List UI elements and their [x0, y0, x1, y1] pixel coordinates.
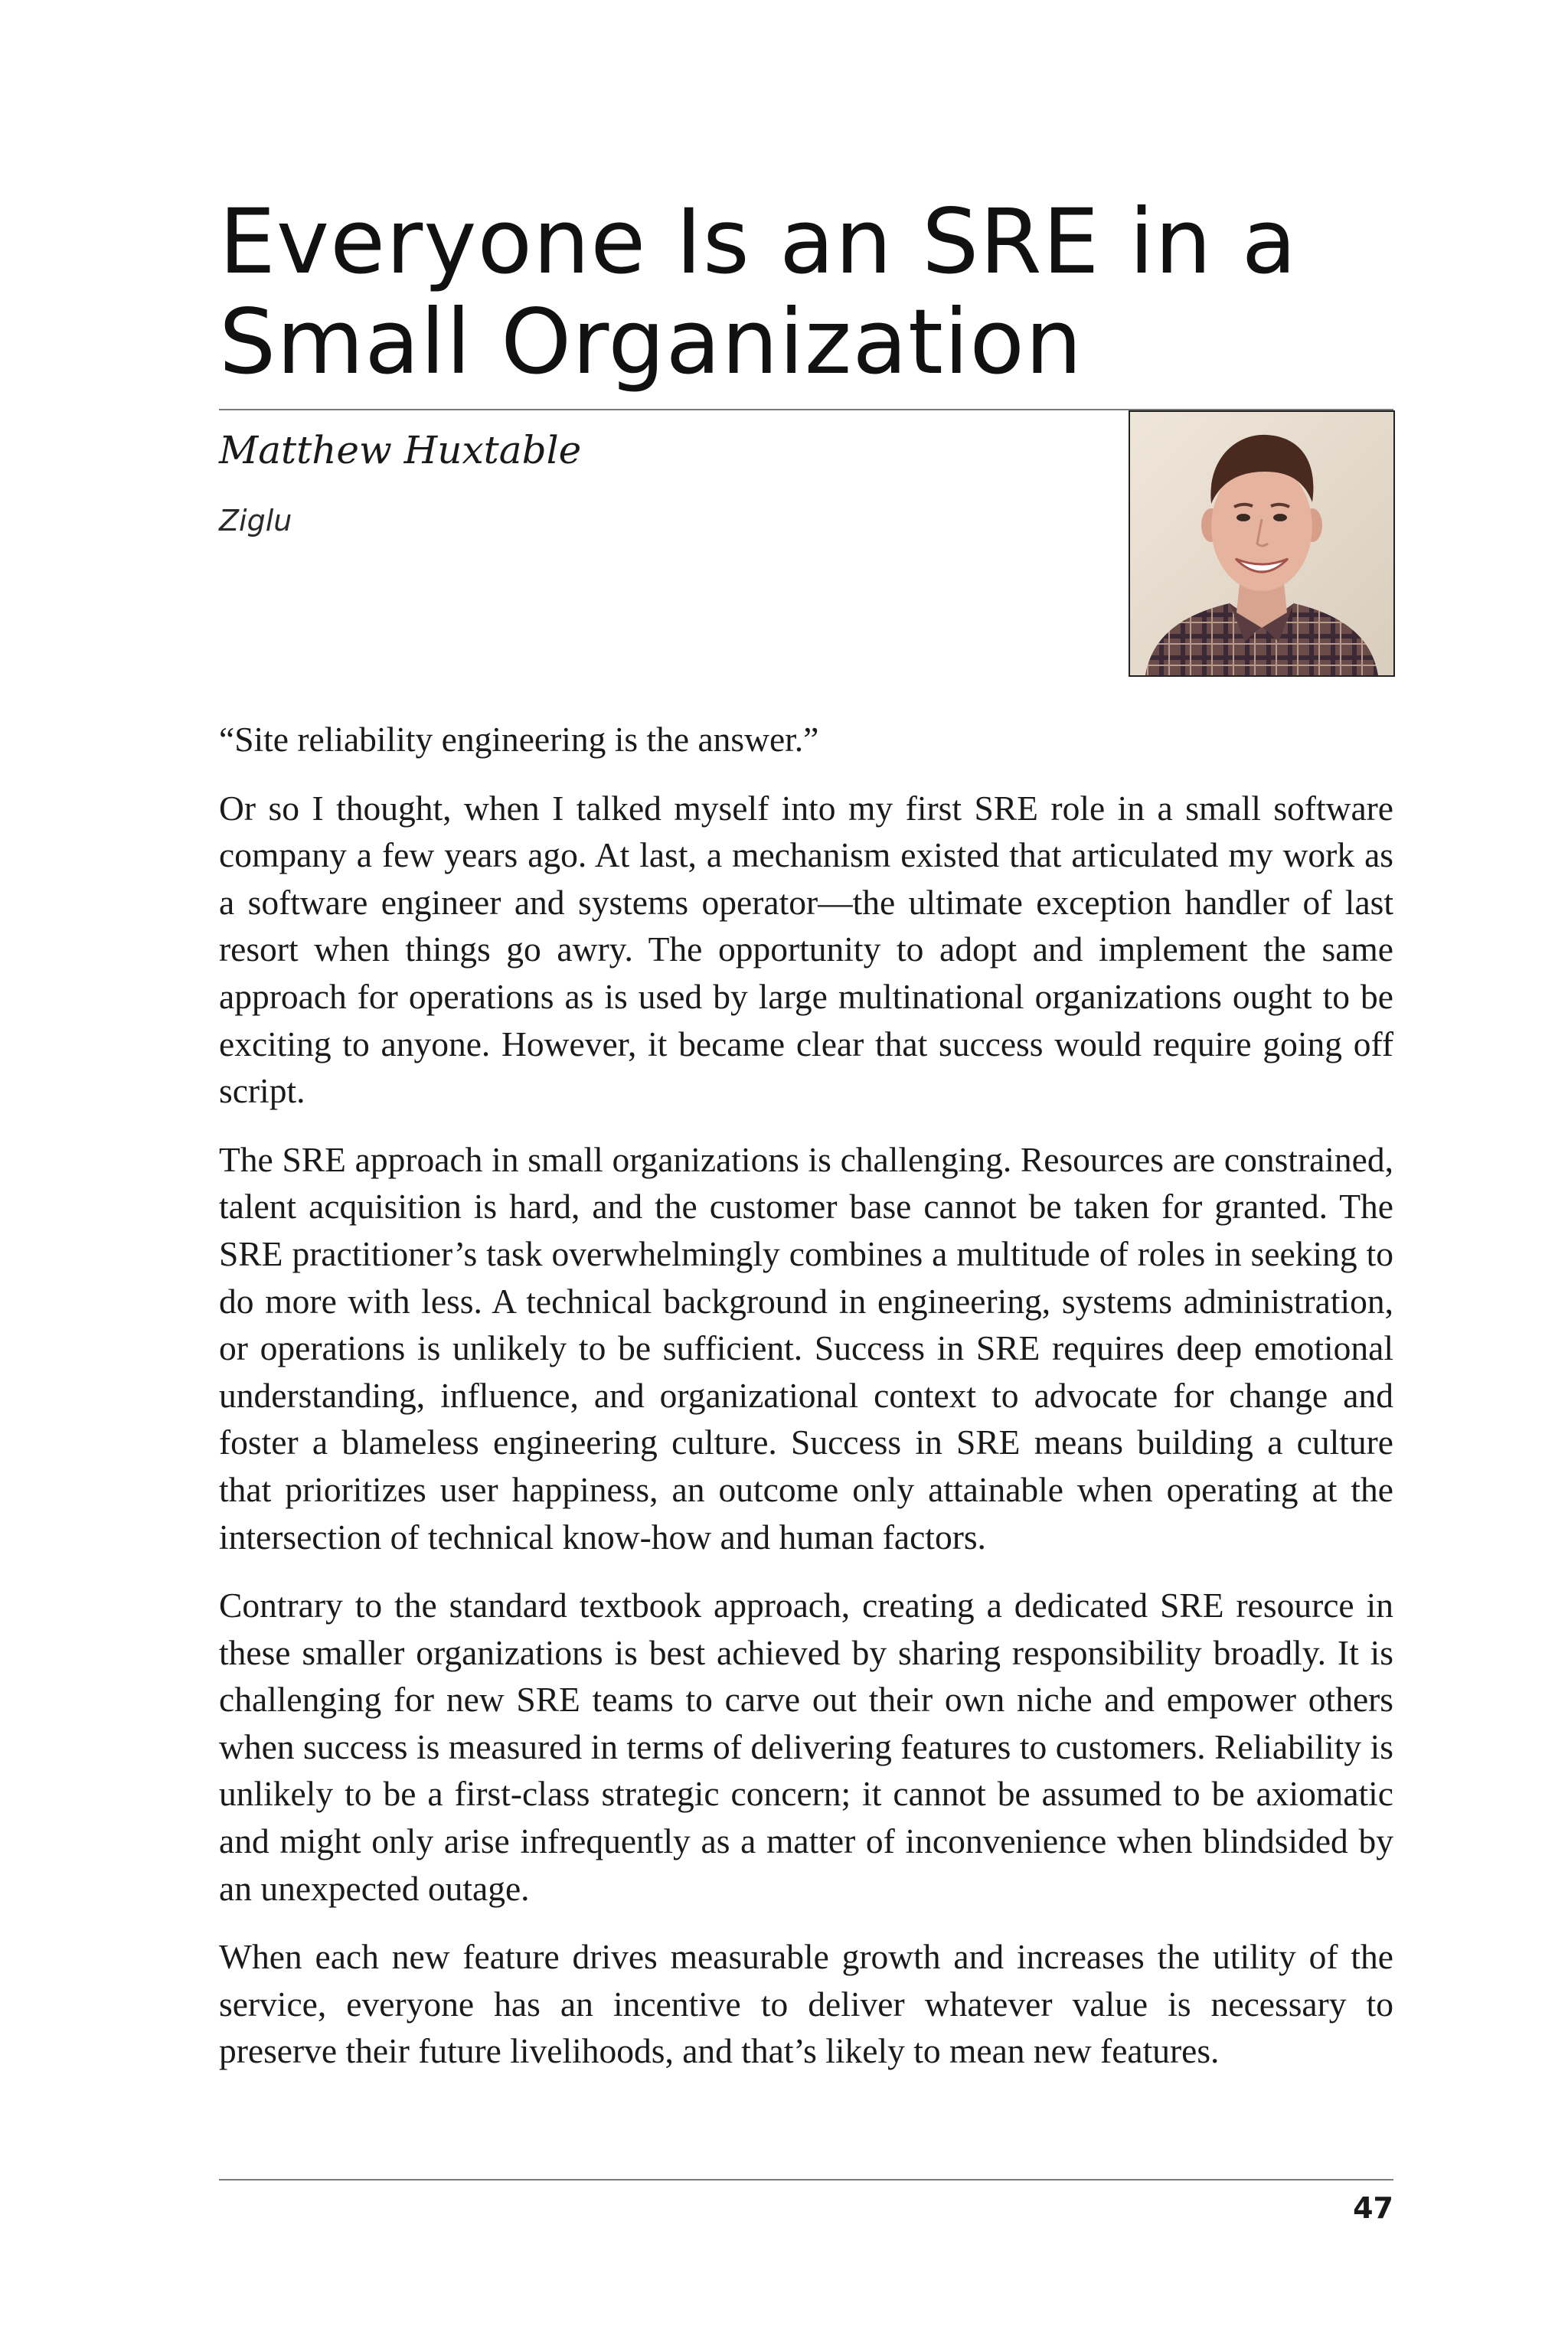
body-text — [219, 716, 1393, 2096]
paragraph: The SRE approach in small organizations is challenging. Resources are constrained, talent acquisition is hard, and the customer base cannot be taken for granted. The SRE practitioner’s task overwhelmingly combines a multitude of roles in seeking to do more with less. A technical background in engineering, systems administration, or operations is unlikely to be sufficient. Success in SRE requires deep emotional understanding, influence, and organizational context to advocate for change and foster a blameless engineering culture. Success in SRE means building a culture that prioritizes user happiness, an outcome only attainable when operating at the intersection of technical know-how and human factors. — [219, 1139, 1393, 1557]
author-name: Matthew Huxtable — [219, 428, 582, 472]
author-portrait-icon — [1130, 412, 1393, 675]
paragraph: When each new feature drives measurable growth and increases the utility of the service, everyone has an incentive to deliver whatever value is necessary to preserve their future livelihoods, and that’s likely to mean new features. — [219, 1937, 1393, 2071]
author-photo — [1129, 410, 1395, 677]
footer-divider — [219, 2179, 1393, 2180]
page-number: 47 — [1353, 2191, 1393, 2225]
paragraph: Or so I thought, when I talked myself into my first SRE role in a small software company a few years ago. At last, a mechanism existed that articulated my work as a software engineer and systems operator—the ultimate exception handler of last resort when things go awry. The opportunity to adopt and implement the same approach for operations as is used by large multinational organizations ought to be exciting to anyone. However, it became clear that success would require going off script. — [219, 788, 1393, 1111]
paragraph: Contrary to the standard textbook approach, creating a dedicated SRE resource in these smaller organizations is best achieved by sharing responsibility broadly. It is challenging for new SRE teams to carve out their own niche and empower others when success is measured in terms of delivering features to customers. Reliability is unlikely to be a first-class strategic concern; it cannot be assumed to be axiomatic and might only arise infrequently as a matter of inconvenience when blindsided by an unexpected outage. — [219, 1586, 1393, 1908]
chapter-title: Everyone Is an SRE in a Small Organization — [219, 189, 1298, 394]
author-affiliation: Ziglu — [219, 504, 292, 537]
paragraph-opening-quote: “Site reliability engineering is the answer.” — [219, 720, 819, 759]
